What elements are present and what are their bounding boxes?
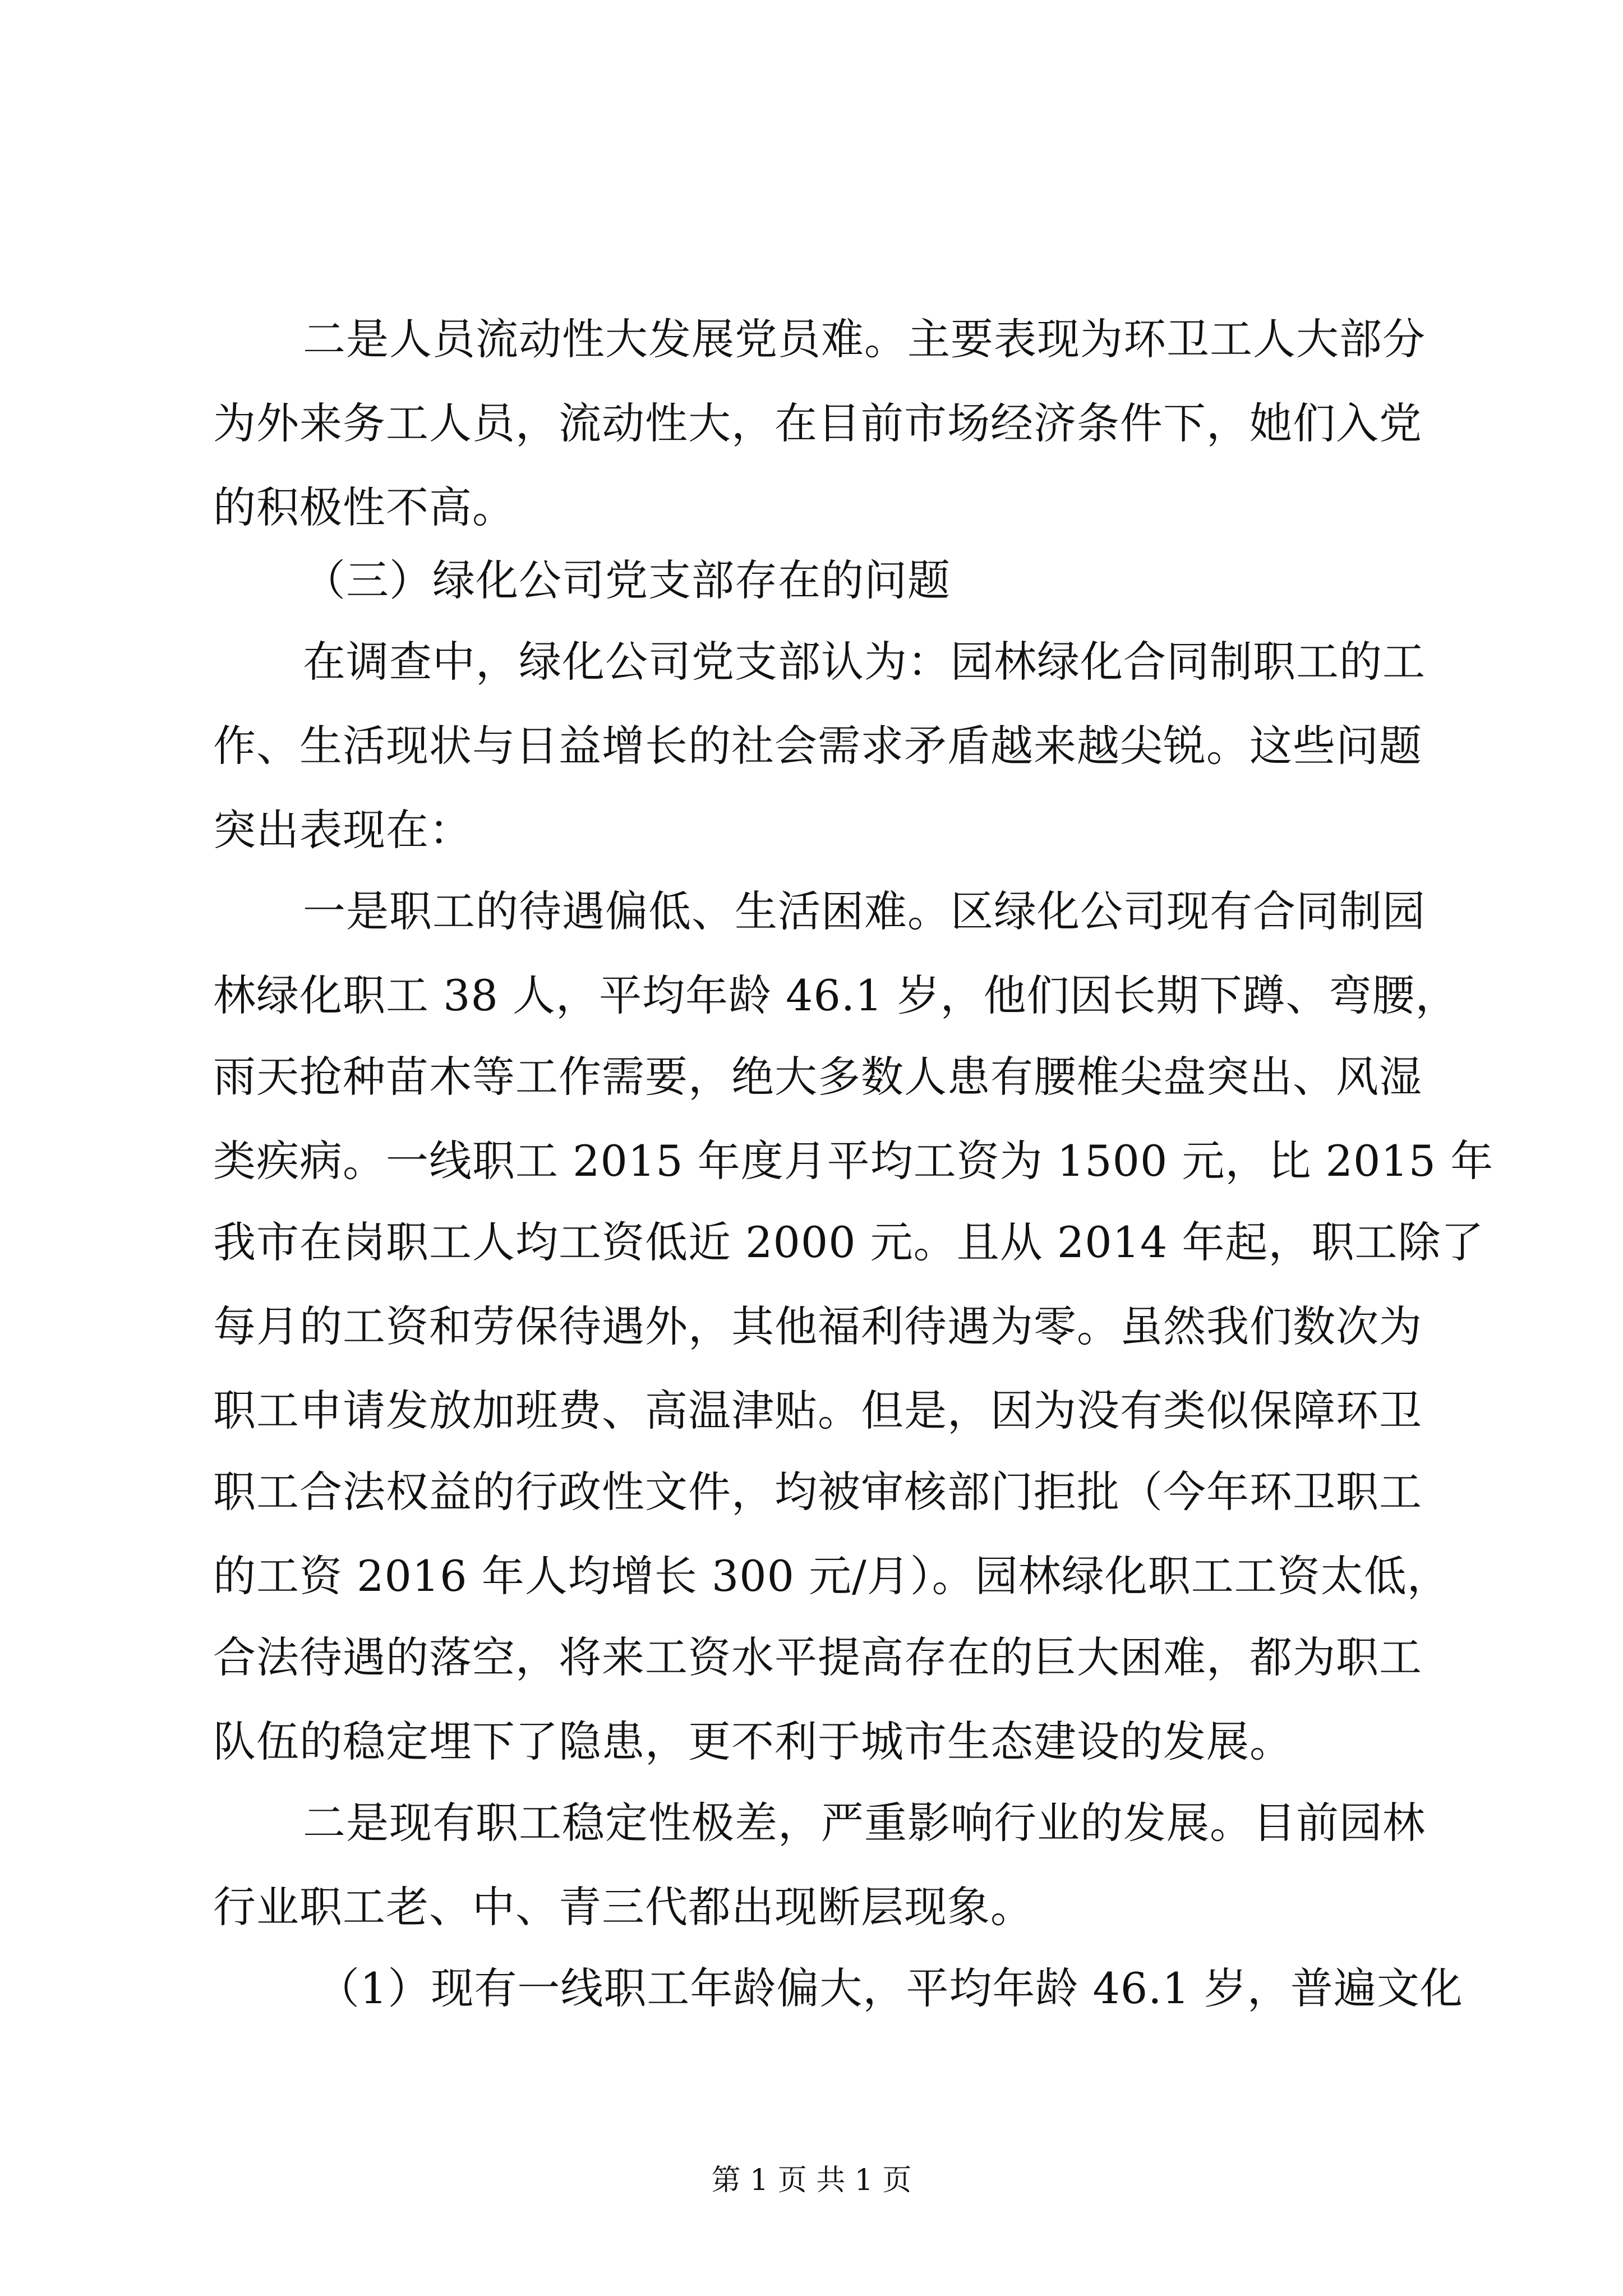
text-line: 合法待遇的落空，将来工资水平提高存在的巨大困难，都为职工 — [213, 1632, 1422, 1682]
text-line: 二是人员流动性大发展党员难。主要表现为环卫工人大部分 — [303, 314, 1426, 364]
text-line: 的积极性不高。 — [213, 482, 515, 532]
text-line: 林绿化职工 38 人，平均年龄 46.1 岁，他们因长期下蹲、弯腰， — [213, 970, 1459, 1020]
text-line: 职工申请发放加班费、高温津贴。但是，因为没有类似保障环卫 — [213, 1386, 1422, 1435]
page-footer: 第 1 页 共 1 页 — [711, 2164, 912, 2197]
text-line: 每月的工资和劳保待遇外，其他福利待遇为零。虽然我们数次为 — [213, 1301, 1422, 1351]
text-line: 在调查中，绿化公司党支部认为：园林绿化合同制职工的工 — [303, 637, 1426, 687]
section-heading: （三）绿化公司党支部存在的问题 — [303, 555, 951, 605]
text-line: 的工资 2016 年人均增长 300 元/月）。园林绿化职工工资太低， — [213, 1551, 1450, 1601]
text-line: （1）现有一线职工年龄偏大，平均年龄 46.1 岁，普遍文化 — [317, 1963, 1463, 2013]
text-line: 一是职工的待遇偏低、生活困难。区绿化公司现有合同制园 — [303, 886, 1426, 936]
text-line: 突出表现在： — [213, 805, 472, 855]
text-line: 队伍的稳定埋下了隐患，更不利于城市生态建设的发展。 — [213, 1717, 1293, 1766]
text-line: 类疾病。一线职工 2015 年度月平均工资为 1500 元，比 2015 年 — [213, 1136, 1494, 1186]
text-line: 行业职工老、中、青三代都出现断层现象。 — [213, 1882, 1034, 1932]
text-line: 二是现有职工稳定性极差，严重影响行业的发展。目前园林 — [303, 1798, 1426, 1848]
text-line: 作、生活现状与日益增长的社会需求矛盾越来越尖锐。这些问题 — [213, 721, 1422, 771]
text-line: 雨天抢种苗木等工作需要，绝大多数人患有腰椎尖盘突出、风湿 — [213, 1052, 1422, 1102]
text-line: 为外来务工人员，流动性大，在目前市场经济条件下，她们入党 — [213, 398, 1422, 448]
text-line: 我市在岗职工人均工资低近 2000 元。且从 2014 年起，职工除了 — [213, 1217, 1484, 1267]
text-line: 职工合法权益的行政性文件，均被审核部门拒批（今年环卫职工 — [213, 1467, 1422, 1517]
